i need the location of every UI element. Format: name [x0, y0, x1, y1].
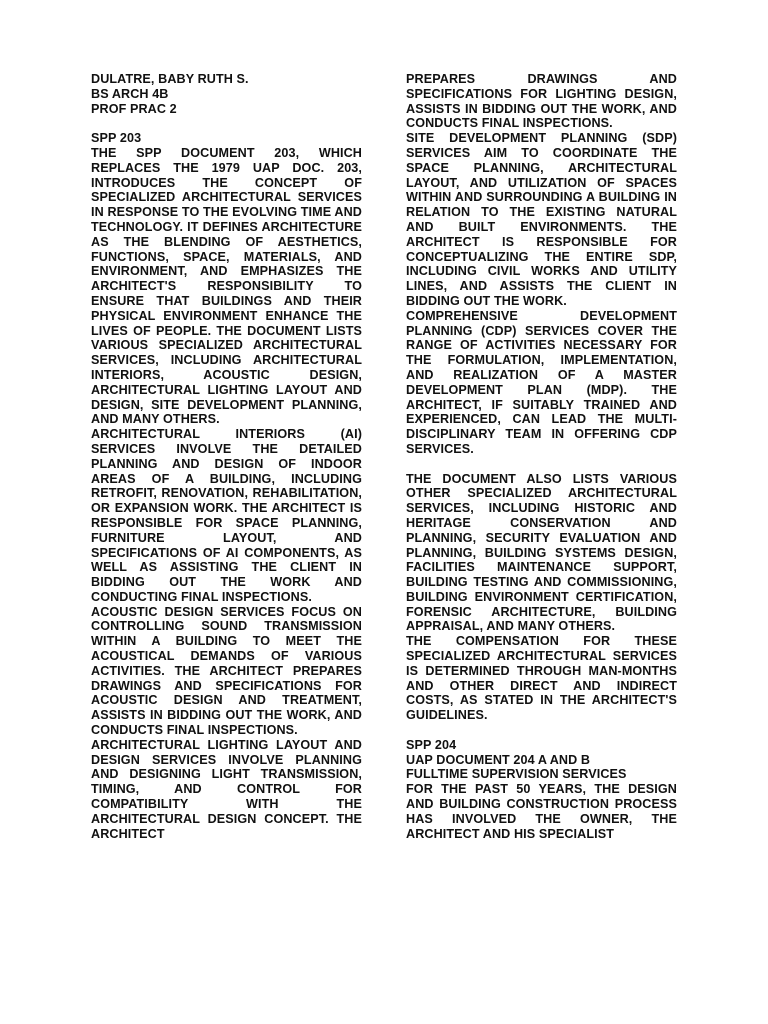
paragraph: THE COMPENSATION FOR THESE SPECIALIZED ARCHITECTURAL SERVICES IS DETERMINED THROUGH MAN-MONTHS AND OTHER DIRECT AND INDIRECT COSTS, AS STATED IN THE ARCHITECT'S GUIDELINES.: [406, 634, 677, 723]
spacer: [406, 723, 677, 738]
paragraph: COMPREHENSIVE DEVELOPMENT PLANNING (CDP) SERVICES COVER THE RANGE OF ACTIVITIES NECESSARY FOR THE FORMULATION, IMPLEMENTATION, AND REALIZATION OF A MASTER DEVELOPMENT PLAN (MDP). THE ARCHITECT, IF SUITABLY TRAINED AND EXPERIENCED, CAN LEAD THE MULTI-DISCIPLINARY TEAM IN OFFERING CDP SERVICES.: [406, 308, 677, 456]
author-name: DULATRE, BABY RUTH S.: [91, 72, 249, 86]
course-line: BS ARCH 4B: [91, 86, 169, 101]
spacer: [91, 116, 362, 131]
paragraph: ACOUSTIC DESIGN SERVICES FOCUS ON CONTROLLING SOUND TRANSMISSION WITHIN A BUILDING TO MEET THE ACOUSTICAL DEMANDS OF VARIOUS ACTIVITIES. THE ARCHITECT PREPARES DRAWINGS AND SPECIFICATIONS FOR ACOUSTIC DESIGN AND TREATMENT, ASSISTS IN BIDDING OUT THE WORK, AND CONDUCTS FINAL INSPECTIONS.: [91, 604, 362, 738]
paragraph: PREPARES DRAWINGS AND SPECIFICATIONS FOR LIGHTING DESIGN, ASSISTS IN BIDDING OUT THE WORK, AND CONDUCTS FINAL INSPECTIONS.: [406, 72, 677, 131]
paragraph: ARCHITECTURAL INTERIORS (AI) SERVICES INVOLVE THE DETAILED PLANNING AND DESIGN OF INDOOR AREAS OF A BUILDING, INCLUDING RETROFIT, RENOVATION, REHABILITATION, OR EXPANSION WORK. THE ARCHITECT IS RESPONSIBLE FOR SPACE PLANNING, FURNITURE LAYOUT, AND SPECIFICATIONS OF AI COMPONENTS, AS WELL AS ASSISTING THE CLIENT IN BIDDING OUT THE WORK AND CONDUCTING FINAL INSPECTIONS.: [91, 427, 362, 604]
paragraph: THE SPP DOCUMENT 203, WHICH REPLACES THE 1979 UAP DOC. 203, INTRODUCES THE CONCEPT OF SPECIALIZED ARCHITECTURAL SERVICES IN RESPONSE TO THE EVOLVING TIME AND TECHNOLOGY. IT DEFINES ARCHITECTURE AS THE BLENDING OF AESTHETICS, FUNCTIONS, SPACE, MATERIALS, AND ENVIRONMENT, AND EMPHASIZES THE ARCHITECT'S RESPONSIBILITY TO ENSURE THAT BUILDINGS AND THEIR PHYSICAL ENVIRONMENT ENHANCE THE LIVES OF PEOPLE. THE DOCUMENT LISTS VARIOUS SPECIALIZED ARCHITECTURAL SERVICES, INCLUDING ARCHITECTURAL INTERIORS, ACOUSTIC DESIGN, ARCHITECTURAL LIGHTING LAYOUT AND DESIGN, SITE DEVELOPMENT PLANNING, AND MANY OTHERS.: [91, 145, 362, 427]
paragraph: FOR THE PAST 50 YEARS, THE DESIGN AND BUILDING CONSTRUCTION PROCESS HAS INVOLVED THE OWNER, THE ARCHITECT AND HIS SPECIALIST: [406, 782, 677, 841]
right-column: [406, 72, 677, 841]
paragraph: ARCHITECTURAL LIGHTING LAYOUT AND DESIGN SERVICES INVOLVE PLANNING AND DESIGNING LIGHT TRANSMISSION, TIMING, AND CONTROL FOR COMPATIBILITY WITH THE ARCHITECTURAL DESIGN CONCEPT. THE ARCHITECT: [91, 737, 362, 841]
section-heading: SPP 203: [91, 131, 142, 146]
left-column: [91, 72, 362, 841]
document-title: UAP DOCUMENT 204 A AND B: [406, 752, 591, 767]
paragraph: SITE DEVELOPMENT PLANNING (SDP) SERVICES AIM TO COORDINATE THE SPACE PLANNING, ARCHITECTURAL LAYOUT, AND UTILIZATION OF SPACES WITHIN AND SURROUNDING A BUILDING IN RELATION TO THE EXISTING NATURAL AND BUILT ENVIRONMENTS. THE ARCHITECT IS RESPONSIBLE FOR CONCEPTUALIZING THE ENTIRE SDP, INCLUDING CIVIL WORKS AND UTILITY LINES, AND ASSISTS THE CLIENT IN BIDDING OUT THE WORK.: [406, 131, 677, 308]
subject-line: PROF PRAC 2: [91, 101, 177, 116]
section-heading: SPP 204: [406, 737, 457, 752]
document-subtitle: FULLTIME SUPERVISION SERVICES: [406, 767, 627, 782]
paragraph: THE DOCUMENT ALSO LISTS VARIOUS OTHER SPECIALIZED ARCHITECTURAL SERVICES, INCLUDING HISTORIC AND HERITAGE CONSERVATION AND PLANNING, SECURITY EVALUATION AND PLANNING, BUILDING SYSTEMS DESIGN, FACILITIES MAINTENANCE SUPPORT, BUILDING TESTING AND COMMISSIONING, BUILDING ENVIRONMENT CERTIFICATION, FORENSIC ARCHITECTURE, BUILDING APPRAISAL, AND MANY OTHERS.: [406, 471, 677, 634]
spacer: [406, 457, 677, 472]
